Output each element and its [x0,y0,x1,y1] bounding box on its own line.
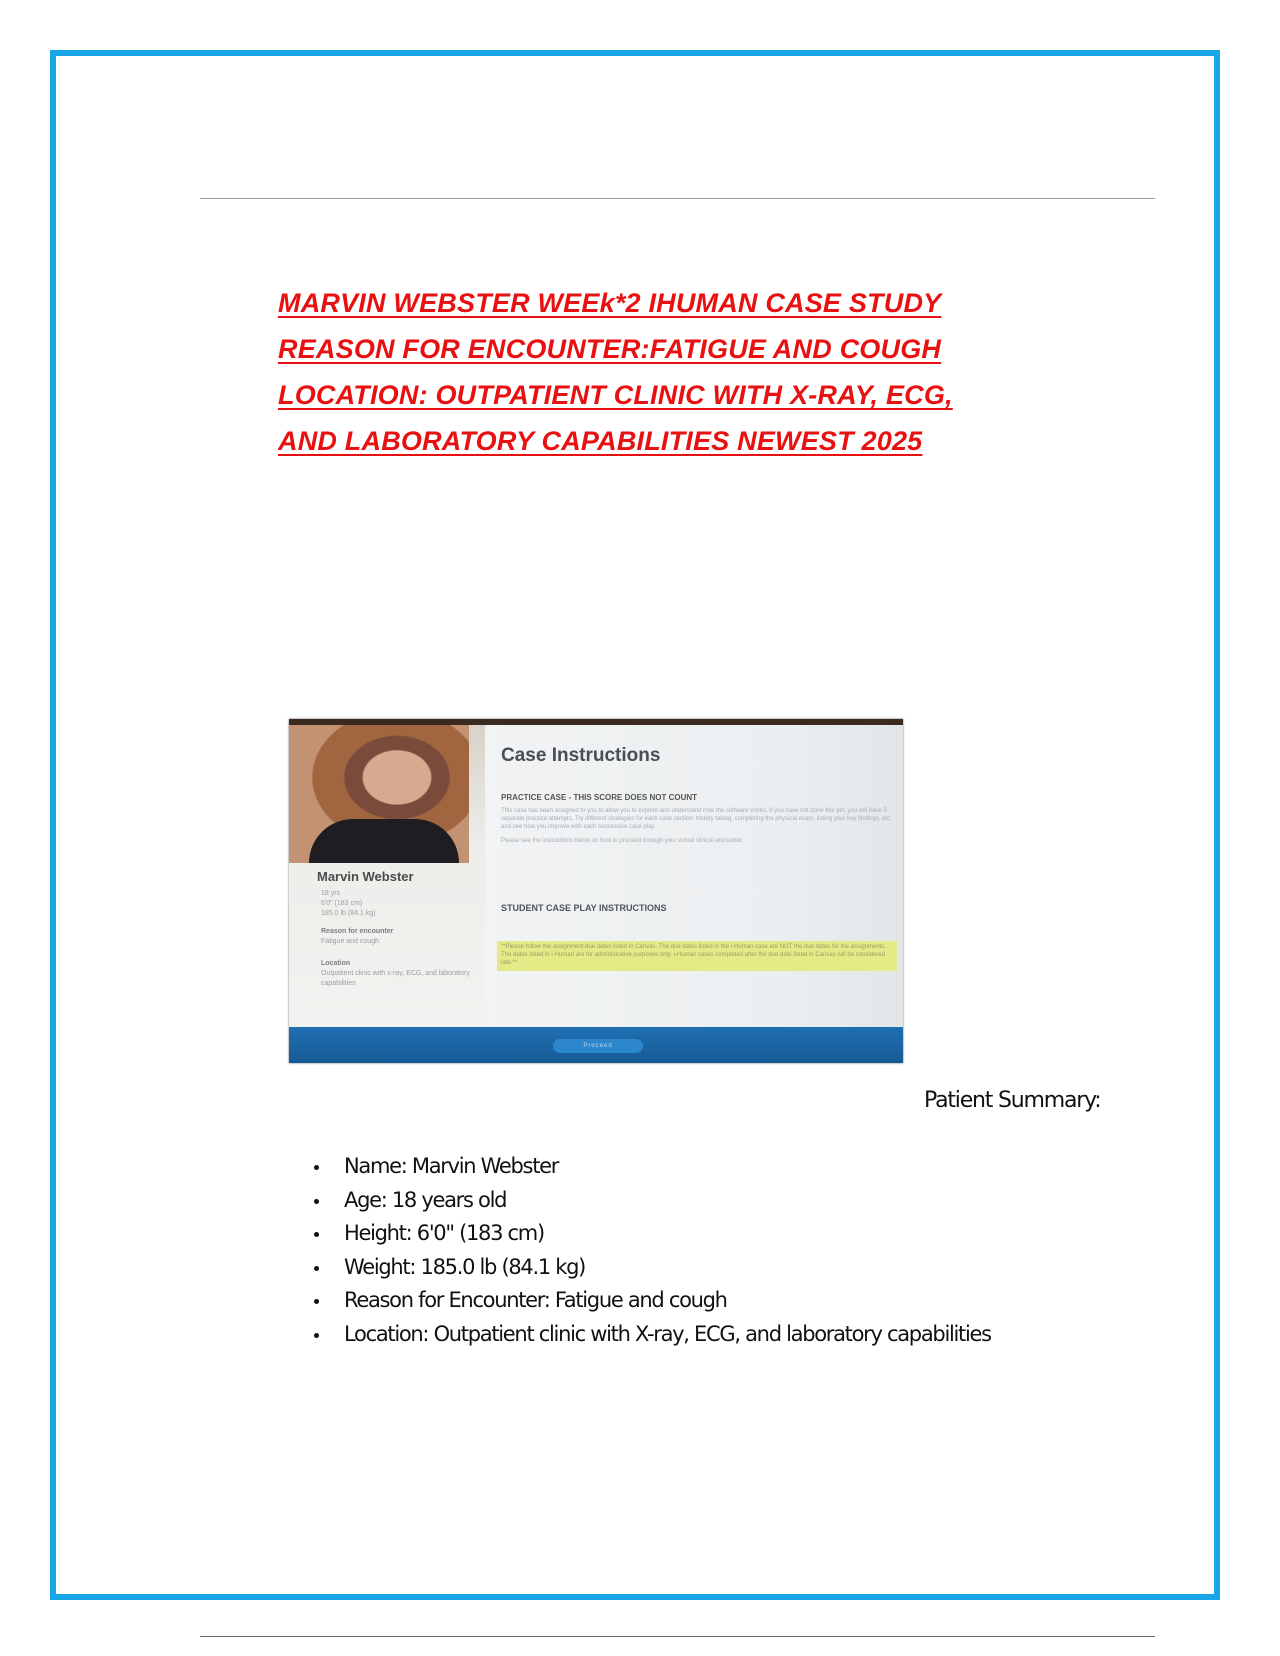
patient-shirt [309,819,459,863]
title-line-2: REASON FOR ENCOUNTER:FATIGUE AND COUGH [278,334,942,364]
patient-name: Marvin Webster [317,869,414,884]
summary-height: Height: 6'0" (183 cm) [314,1217,991,1251]
instructions-note: Please see the instructions below on how to proceed through your virtual clinical encounter. [501,838,744,844]
title-line-3: LOCATION: OUTPATIENT CLINIC WITH X-RAY, ECG, [278,380,953,410]
title-line-1: MARVIN WEBSTER WEEk*2 IHUMAN CASE STUDY [278,288,942,318]
patient-weight: 185.0 lb (84.1 kg) [321,910,376,917]
patient-height: 6'0" (183 cm) [321,900,363,907]
patient-photo [289,725,469,863]
highlighted-note: **Please follow the assignment due dates listed in Canvas. The due dates listed in the i-Human case are NOT the due dates for the assignments. The dates listed in i-Human are for administrative purposes only. i-Human cases completed after the due date listed in Canvas will be considered late.** [497,941,897,971]
case-screenshot-image [289,719,903,1063]
summary-reason: Reason for Encounter: Fatigue and cough [314,1284,991,1318]
patient-summary-label: Patient Summary: [924,1088,1101,1113]
patient-summary-list [314,1150,991,1351]
summary-weight: Weight: 185.0 lb (84.1 kg) [314,1251,991,1285]
title-line-4: AND LABORATORY CAPABILITIES NEWEST 2025 [278,426,923,456]
summary-age: Age: 18 years old [314,1184,991,1218]
bottom-bar [289,1027,903,1063]
location-value: Outpatient clinic with x-ray, ECG, and laboratory capabilities [321,970,470,987]
instructions-panel [485,725,903,1027]
document-title [278,280,1098,464]
bottom-divider [200,1636,1155,1637]
patient-details [321,889,471,989]
summary-name: Name: Marvin Webster [314,1150,991,1184]
proceed-button: Proceed [553,1039,643,1053]
instructions-title: Case Instructions [501,745,661,766]
practice-text [501,807,896,845]
patient-age: 18 yrs [321,890,341,897]
student-heading: STUDENT CASE PLAY INSTRUCTIONS [501,903,667,913]
practice-heading: PRACTICE CASE - THIS SCORE DOES NOT COUNT [501,793,698,802]
reason-value: Fatigue and cough [321,938,379,945]
location-label: Location [321,960,351,967]
summary-location: Location: Outpatient clinic with X-ray, ECG, and laboratory capabilities [314,1318,991,1352]
top-divider [200,198,1155,199]
reason-label: Reason for encounter [321,928,394,935]
practice-paragraph: This case has been assigned to you to allow you to explore and understand how the software works. If you have not done this yet, you will have 5 separate practice attempts. Try different strategies for each case section: history taking, completing the physical exam, listing your key findings, etc. and see how you improve with each successive case play. [501,808,892,830]
